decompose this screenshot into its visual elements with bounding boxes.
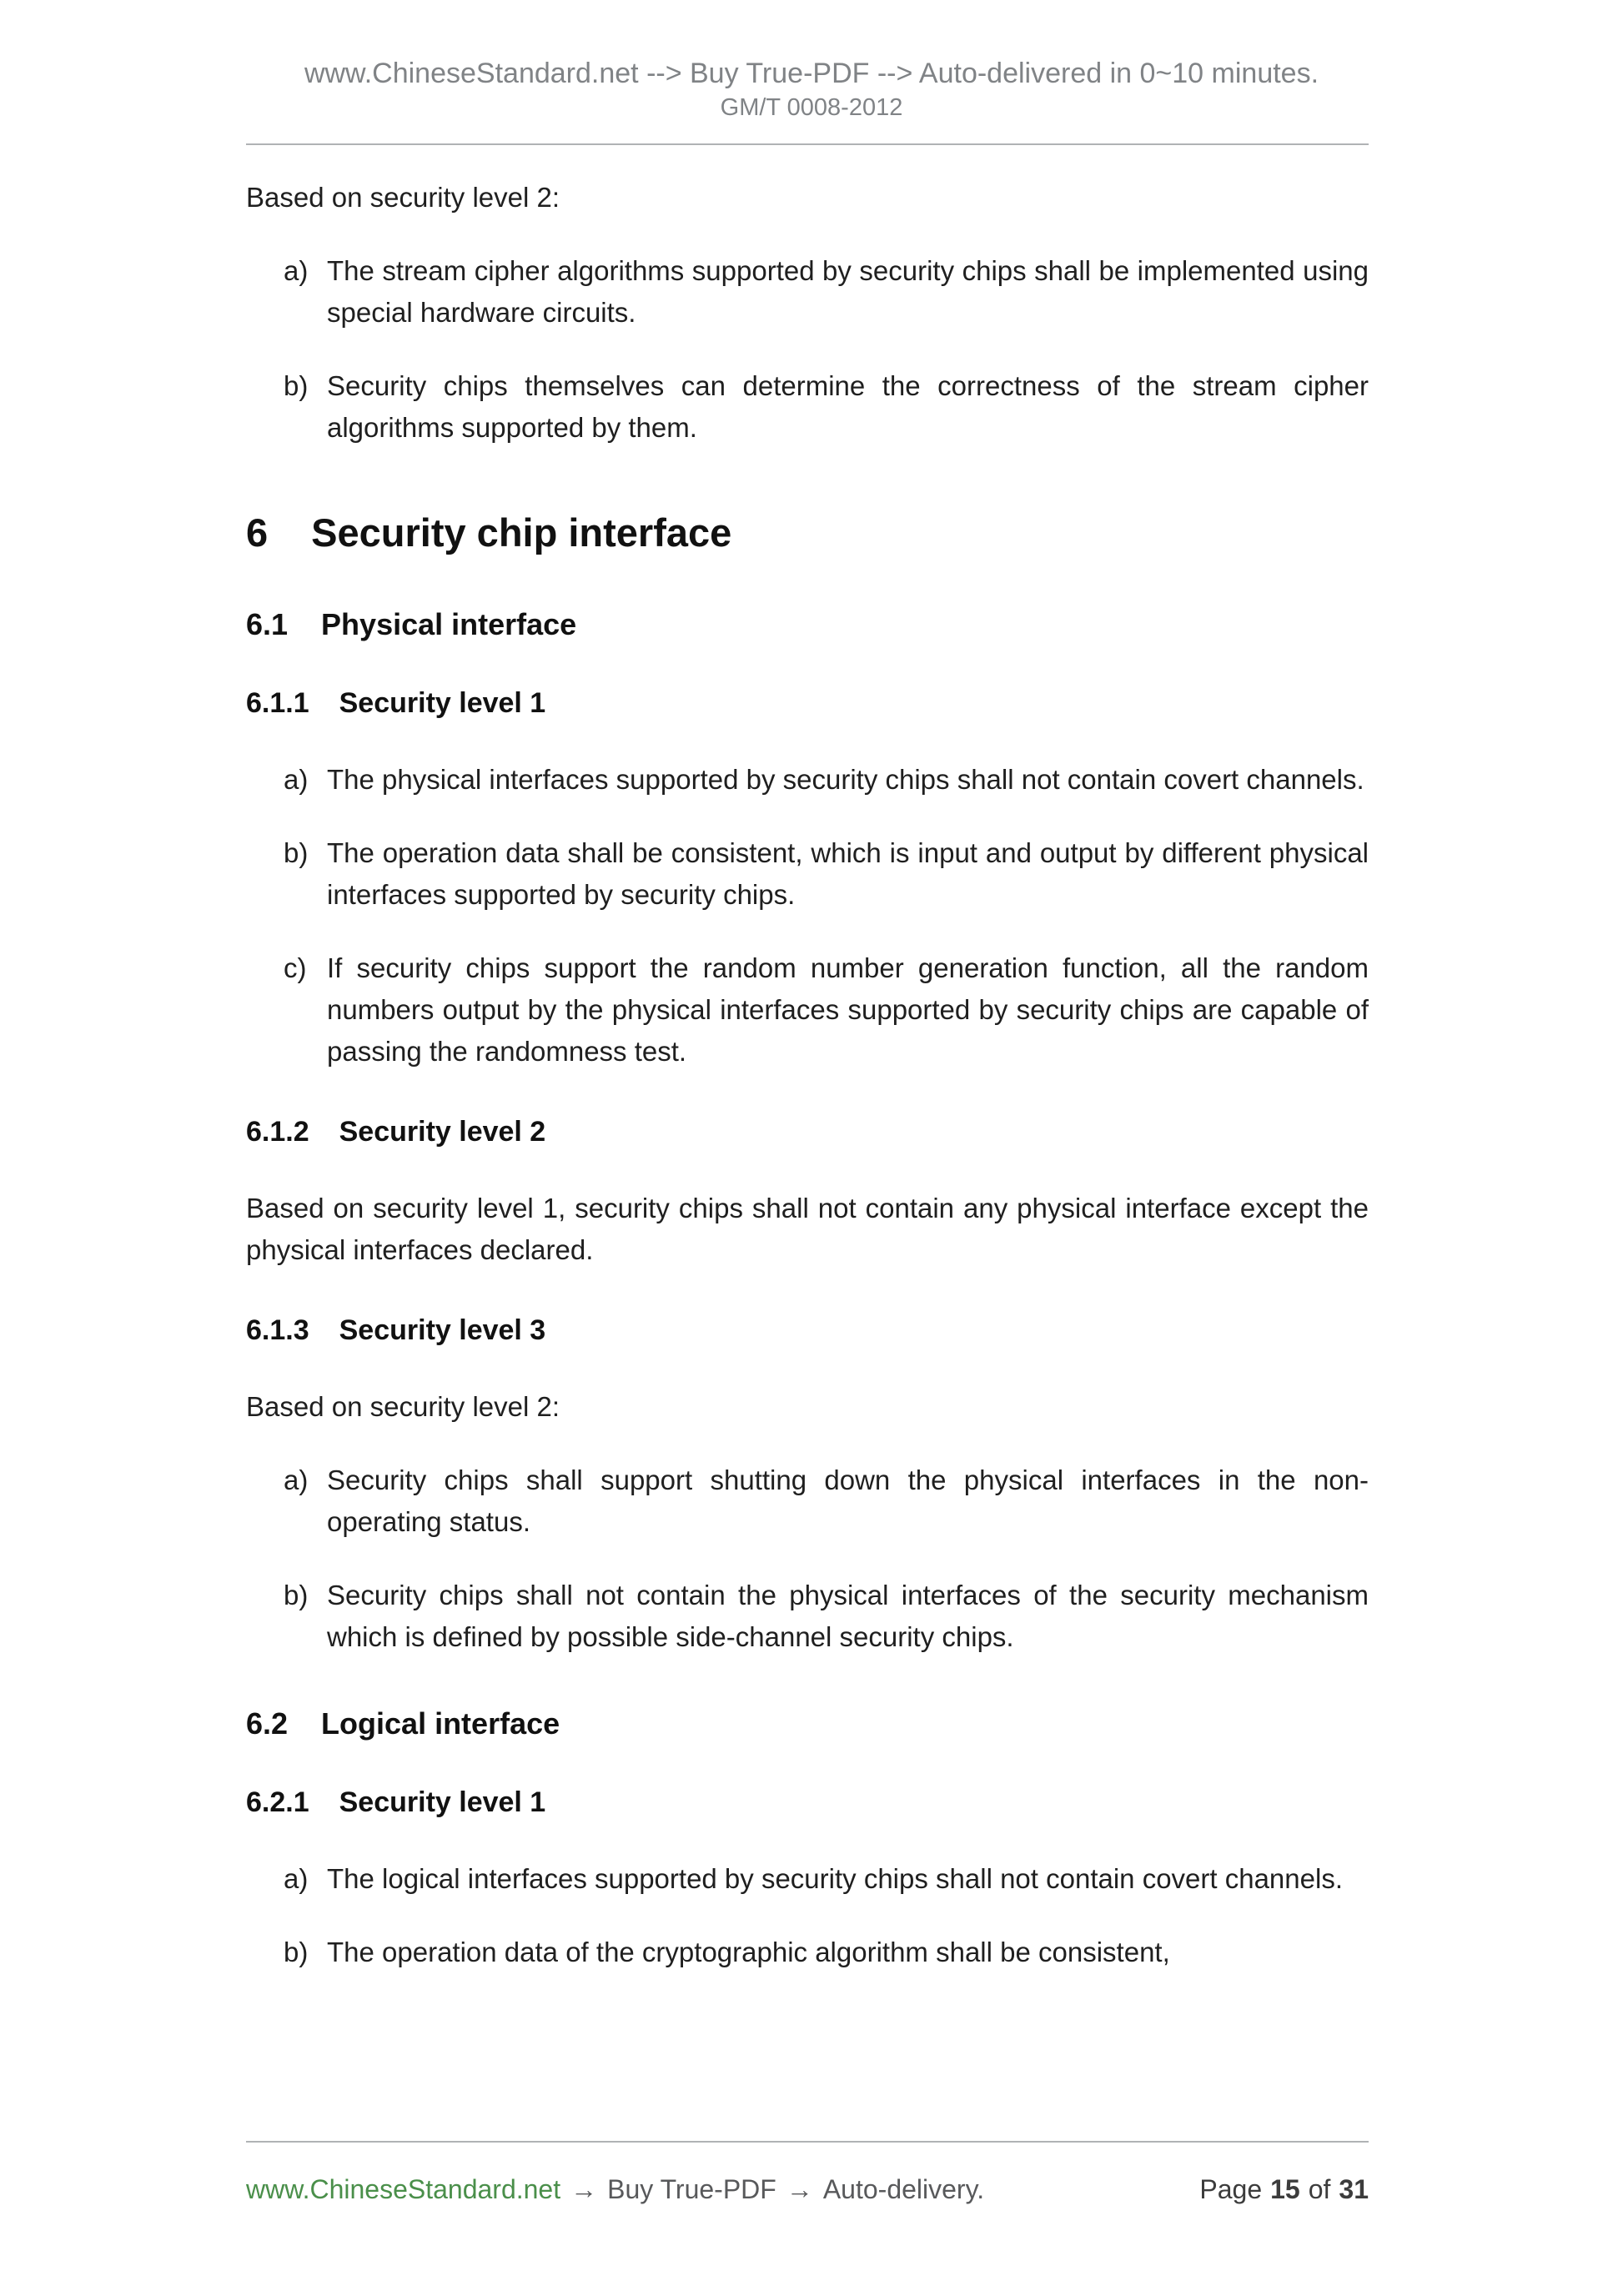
page-total: 31 — [1339, 2174, 1369, 2204]
list-item-b — [284, 832, 1369, 916]
section-6-1-2-heading — [246, 1113, 1369, 1151]
arrow-right-icon: → — [786, 2174, 813, 2204]
heading-title: Security level 1 — [339, 687, 546, 719]
page-footer — [246, 2141, 1369, 2206]
list-item-text: The physical interfaces supported by security chips shall not contain covert channels. — [327, 764, 1364, 795]
section-6-2-1-heading — [246, 1783, 1369, 1821]
list-item-text: The operation data of the cryptographic algorithm shall be consistent, — [327, 1937, 1170, 1967]
list-item-label: a) — [284, 764, 309, 795]
heading-title: Logical interface — [321, 1706, 560, 1741]
header-promo: www.ChineseStandard.net --> Buy True-PDF --> Auto-delivered in 0~10 minutes. — [304, 58, 1319, 89]
footer-delivery-text: Auto-delivery. — [822, 2174, 985, 2204]
heading-number: 6.1.3 — [246, 1314, 309, 1346]
list-item-a — [284, 250, 1369, 334]
list-item-a — [284, 759, 1369, 801]
list-item-b — [284, 1575, 1369, 1658]
header-divider — [246, 143, 1369, 145]
list-item-label: a) — [284, 1465, 309, 1495]
page-header — [0, 0, 1623, 145]
page-current: 15 — [1270, 2174, 1300, 2204]
section-6-1-3-heading — [246, 1311, 1369, 1349]
list-item-b — [284, 365, 1369, 449]
list-item-label: a) — [284, 1863, 309, 1894]
page-indicator — [1199, 2173, 1369, 2206]
list-item-b — [284, 1932, 1369, 1973]
heading-number: 6.1.1 — [246, 687, 309, 719]
document-body — [0, 177, 1623, 1973]
list-item-label: c) — [284, 952, 307, 983]
heading-title: Physical interface — [321, 607, 577, 641]
list-item-text: The logical interfaces supported by security chips shall not contain covert channels. — [327, 1863, 1343, 1894]
list-item-text: Security chips shall not contain the physical interfaces of the security mechanism which is defined by possible side-channel security chips. — [327, 1580, 1369, 1652]
section-6-1-1-heading — [246, 684, 1369, 722]
heading-title: Security level 2 — [339, 1116, 546, 1148]
list-item-label: b) — [284, 1580, 309, 1610]
section-6-2-heading — [246, 1704, 1369, 1743]
paragraph-intro: Based on security level 2: — [246, 182, 560, 213]
list-item-text: Security chips themselves can determine the correctness of the stream cipher algorithms supported by them. — [327, 370, 1369, 443]
heading-number: 6.2 — [246, 1706, 289, 1741]
list-item-c — [284, 947, 1369, 1073]
heading-number: 6.1.2 — [246, 1116, 309, 1148]
heading-title: Security level 1 — [339, 1786, 546, 1818]
arrow-right-icon: → — [570, 2174, 598, 2204]
footer-divider — [246, 2141, 1369, 2143]
list-item-text: If security chips support the random number generation function, all the random numbers output by the physical interfaces supported by security chips are capable of passing the randomness test. — [327, 952, 1369, 1067]
list-item-a — [284, 1858, 1369, 1900]
section-6-heading — [246, 507, 1369, 559]
heading-number: 6.1 — [246, 607, 289, 641]
page-label: Page — [1199, 2174, 1263, 2204]
footer-row — [246, 2173, 1369, 2206]
list-item-label: a) — [284, 255, 309, 286]
header-doc-number: GM/T 0008-2012 — [720, 94, 903, 121]
heading-title: Security chip interface — [311, 510, 732, 555]
section-6-1-heading — [246, 605, 1369, 644]
heading-title: Security level 3 — [339, 1314, 546, 1346]
paragraph-6-1-2: Based on security level 1, security chips shall not contain any physical interface except the physical interfaces declared. — [246, 1193, 1369, 1265]
list-item-a — [284, 1459, 1369, 1543]
list-item-label: b) — [284, 370, 309, 401]
paragraph-6-1-3: Based on security level 2: — [246, 1391, 560, 1422]
list-item-text: The stream cipher algorithms supported by security chips shall be implemented using special hardware circuits. — [327, 255, 1369, 328]
list-item-label: b) — [284, 837, 309, 868]
heading-number: 6.2.1 — [246, 1786, 309, 1818]
list-item-text: The operation data shall be consistent, which is input and output by different physical interfaces supported by security chips. — [327, 837, 1369, 910]
footer-site-link[interactable]: www.ChineseStandard.net — [246, 2174, 561, 2204]
list-item-label: b) — [284, 1937, 309, 1967]
footer-buy-text: Buy True-PDF — [607, 2174, 776, 2204]
footer-promo — [246, 2173, 984, 2206]
of-label: of — [1308, 2174, 1331, 2204]
list-item-text: Security chips shall support shutting down the physical interfaces in the non-operating status. — [327, 1465, 1369, 1537]
heading-number: 6 — [246, 510, 269, 555]
